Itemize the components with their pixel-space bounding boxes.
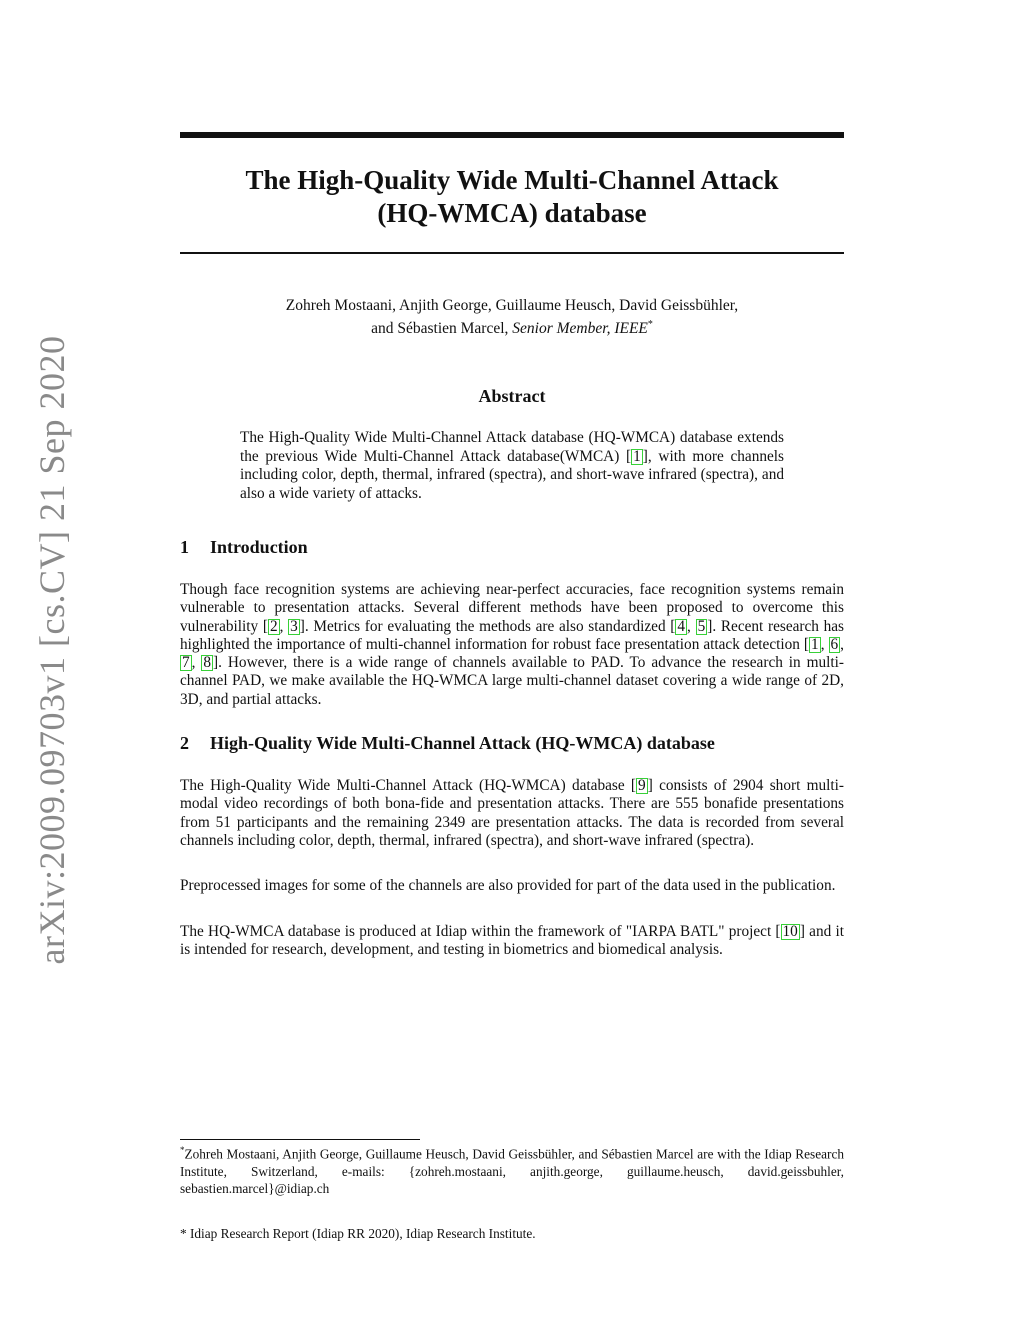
citation-separator: ,: [687, 617, 696, 635]
arxiv-identifier-stamp: arXiv:2009.09703v1 [cs.CV] 21 Sep 2020: [32, 335, 72, 965]
footnote-mark: *: [180, 1145, 185, 1155]
citation-link[interactable]: 9: [638, 777, 646, 794]
author-line-2-names: and Sébastien Marcel,: [371, 320, 513, 338]
citation-link[interactable]: 8: [203, 654, 212, 672]
text-run: ]. Metrics for evaluating the methods are also standardized [: [299, 617, 676, 635]
citation-link[interactable]: 6: [830, 635, 839, 653]
citation-link[interactable]: 3: [290, 617, 298, 635]
report-note: * Idiap Research Report (Idiap RR 2020), Idiap Research Institute.: [180, 1226, 536, 1241]
citation-link[interactable]: 10: [782, 923, 798, 940]
database-paragraph-3: [180, 923, 844, 960]
abstract-heading: Abstract: [478, 386, 546, 406]
citation-separator: ,: [191, 654, 202, 672]
text-run: ]. Recent research has highlighted the importance of multi-channel information for robust face presentation attack detection [: [180, 617, 845, 653]
text-run: Though face recognition systems are achieving near-perfect accuracies, face recognition systems remain vulnerable to presentation attacks. Several different methods have been proposed to overcome this vulnerability [: [180, 581, 844, 635]
text-run: ] consists of 2904 short multi-modal video recordings of both bona-fide and presentation attacks. There are 555 bonafide presentations from 51 participants and the remaining 2349 are presentation attacks. The data is recorded from several channels including color, depth, thermal, infrared (spectra), and short-wave infrared (spectra).: [180, 777, 844, 849]
paper-title: [180, 164, 844, 230]
author-footnote-mark: *: [647, 319, 653, 330]
text-run: ] and it is intended for research, development, and testing in biometrics and biomedical analysis.: [180, 923, 844, 959]
citation-separator: ,: [840, 635, 844, 653]
citation-link[interactable]: 1: [633, 447, 641, 465]
title-top-rule: [180, 132, 844, 138]
citation-link[interactable]: 2: [269, 617, 278, 635]
author-line-2: [180, 315, 844, 338]
title-line-2: (HQ-WMCA) database: [377, 198, 647, 228]
introduction-paragraph: [180, 581, 844, 709]
text-run: ]. However, there is a wide range of channels available to PAD. To advance the research in multi-channel PAD, we make available the HQ-WMCA large multi-channel dataset covering a wide range of 2D, 3D, and partial attacks.: [180, 654, 844, 708]
author-role: Senior Member, IEEE: [512, 320, 648, 338]
citation-link[interactable]: 7: [182, 654, 190, 672]
author-block: [180, 296, 844, 338]
footnote: [180, 1142, 844, 1198]
abstract-text-part-2: ], with more channels including color, depth, thermal, infrared (spectra), and short-wave infrared (spectra), and also a wide variety of attacks.: [240, 447, 784, 502]
author-line-1: Zohreh Mostaani, Anjith George, Guillaume Heusch, David Geissbühler,: [285, 297, 739, 314]
text-run: The High-Quality Wide Multi-Channel Attack (HQ-WMCA) database [: [180, 777, 637, 794]
footnote-rule: [180, 1139, 420, 1140]
section-number: 2: [180, 733, 189, 753]
abstract-text-part-1: The High-Quality Wide Multi-Channel Attack database (HQ-WMCA) database extends the previous Wide Multi-Channel Attack database(WMCA) [: [240, 429, 784, 465]
title-bottom-rule: [180, 252, 844, 254]
citation-link[interactable]: 1: [811, 635, 819, 653]
citation-link[interactable]: 5: [697, 617, 706, 635]
abstract-text: [240, 429, 784, 503]
section-title: High-Quality Wide Multi-Channel Attack (HQ-WMCA) database: [210, 733, 715, 753]
database-paragraph-2: Preprocessed images for some of the channels are also provided for part of the data used in the publication.: [180, 877, 836, 894]
section-number: 1: [180, 537, 189, 557]
section-heading-introduction: [180, 537, 844, 558]
text-run: The HQ-WMCA database is produced at Idiap within the framework of "IARPA BATL" project [: [180, 923, 781, 940]
section-heading-database: [180, 733, 844, 754]
title-line-1: The High-Quality Wide Multi-Channel Attack: [245, 165, 779, 195]
database-paragraph-1: [180, 777, 844, 850]
footnote-text: Zohreh Mostaani, Anjith George, Guillaume Heusch, David Geissbühler, and Sébastien Marcel are with the Idiap Research Institute, Switzerland, e-mails: {zohreh.mostaani, anjith.george, guillaume.heusch, david.geissbuhler, sebastien.marcel}@idiap.ch: [180, 1146, 844, 1197]
citation-separator: ,: [820, 635, 829, 653]
section-title: Introduction: [210, 537, 308, 557]
citation-link[interactable]: 4: [677, 617, 686, 635]
citation-separator: ,: [279, 617, 289, 635]
